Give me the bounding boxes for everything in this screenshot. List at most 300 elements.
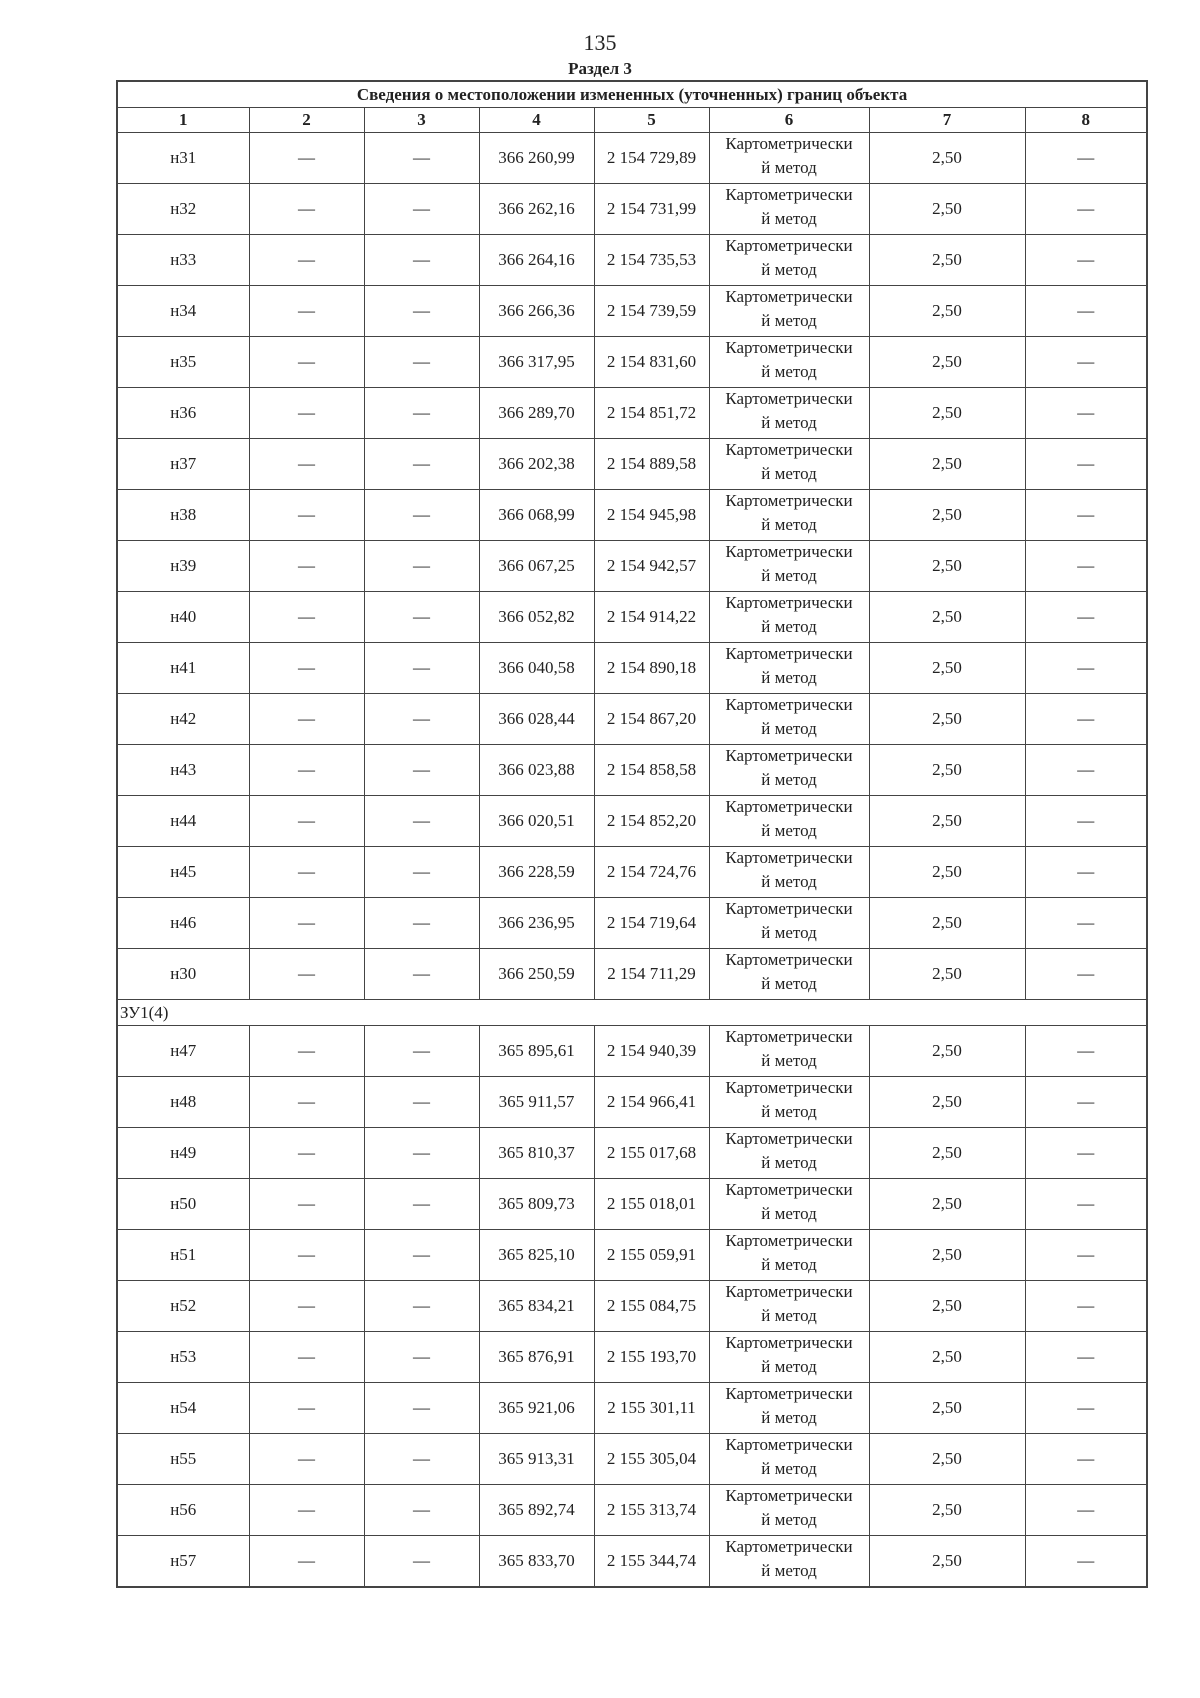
point-id-cell: н43 [117, 745, 249, 796]
column-header: 6 [709, 108, 869, 133]
table-row [117, 133, 1147, 184]
table-row [117, 949, 1147, 1000]
point-id-cell: н36 [117, 388, 249, 439]
method-text-line2: й метод [761, 1204, 817, 1223]
x-coordinate-cell: 365 913,31 [479, 1434, 594, 1485]
dash-cell: — [364, 1434, 479, 1485]
method-text-line2: й метод [761, 923, 817, 942]
method-text-line1: Картометрически [725, 1435, 853, 1454]
dash-cell: — [249, 133, 364, 184]
accuracy-cell: 2,50 [869, 796, 1025, 847]
table-row [117, 796, 1147, 847]
dash-cell: — [364, 439, 479, 490]
dash-cell: — [1025, 1332, 1147, 1383]
x-coordinate-cell: 366 289,70 [479, 388, 594, 439]
y-coordinate-cell: 2 154 852,20 [594, 796, 709, 847]
method-text-line2: й метод [761, 1561, 817, 1580]
y-coordinate-cell: 2 154 739,59 [594, 286, 709, 337]
method-text-line1: Картометрически [725, 746, 853, 765]
method-cell [709, 1128, 869, 1179]
column-header: 3 [364, 108, 479, 133]
x-coordinate-cell: 365 921,06 [479, 1383, 594, 1434]
x-coordinate-cell: 365 825,10 [479, 1230, 594, 1281]
point-id-cell: н48 [117, 1077, 249, 1128]
dash-cell: — [1025, 337, 1147, 388]
point-id-cell: н47 [117, 1026, 249, 1077]
dash-cell: — [1025, 388, 1147, 439]
method-text-line2: й метод [761, 209, 817, 228]
dash-cell: — [1025, 643, 1147, 694]
y-coordinate-cell: 2 155 344,74 [594, 1536, 709, 1588]
y-coordinate-cell: 2 154 914,22 [594, 592, 709, 643]
point-id-cell: н46 [117, 898, 249, 949]
dash-cell: — [1025, 439, 1147, 490]
dash-cell: — [249, 337, 364, 388]
method-text-line1: Картометрически [725, 644, 853, 663]
dash-cell: — [364, 1179, 479, 1230]
point-id-cell: н56 [117, 1485, 249, 1536]
method-cell [709, 1230, 869, 1281]
dash-cell: — [364, 1077, 479, 1128]
dash-cell: — [1025, 1485, 1147, 1536]
accuracy-cell: 2,50 [869, 898, 1025, 949]
accuracy-cell: 2,50 [869, 286, 1025, 337]
dash-cell: — [364, 643, 479, 694]
y-coordinate-cell: 2 154 711,29 [594, 949, 709, 1000]
table-row [117, 1026, 1147, 1077]
method-cell [709, 643, 869, 694]
method-text-line1: Картометрически [725, 287, 853, 306]
table-caption-row [117, 81, 1147, 108]
method-text-line1: Картометрически [725, 1282, 853, 1301]
point-id-cell: н44 [117, 796, 249, 847]
table-row [117, 694, 1147, 745]
method-cell [709, 949, 869, 1000]
group-label: ЗУ1(4) [117, 1000, 1147, 1026]
y-coordinate-cell: 2 154 889,58 [594, 439, 709, 490]
method-text-line1: Картометрически [725, 1180, 853, 1199]
table-row [117, 898, 1147, 949]
method-cell [709, 1485, 869, 1536]
y-coordinate-cell: 2 154 724,76 [594, 847, 709, 898]
point-id-cell: н33 [117, 235, 249, 286]
dash-cell: — [249, 1536, 364, 1588]
dash-cell: — [249, 949, 364, 1000]
accuracy-cell: 2,50 [869, 1281, 1025, 1332]
dash-cell: — [249, 490, 364, 541]
dash-cell: — [364, 745, 479, 796]
method-text-line2: й метод [761, 1051, 817, 1070]
accuracy-cell: 2,50 [869, 439, 1025, 490]
table-row [117, 337, 1147, 388]
point-id-cell: н52 [117, 1281, 249, 1332]
x-coordinate-cell: 366 317,95 [479, 337, 594, 388]
x-coordinate-cell: 366 260,99 [479, 133, 594, 184]
dash-cell: — [1025, 1536, 1147, 1588]
table-row [117, 847, 1147, 898]
accuracy-cell: 2,50 [869, 388, 1025, 439]
dash-cell: — [1025, 796, 1147, 847]
point-id-cell: н53 [117, 1332, 249, 1383]
method-cell [709, 1332, 869, 1383]
accuracy-cell: 2,50 [869, 1077, 1025, 1128]
dash-cell: — [249, 1434, 364, 1485]
dash-cell: — [364, 1128, 479, 1179]
y-coordinate-cell: 2 155 305,04 [594, 1434, 709, 1485]
point-id-cell: н50 [117, 1179, 249, 1230]
point-id-cell: н49 [117, 1128, 249, 1179]
x-coordinate-cell: 366 067,25 [479, 541, 594, 592]
dash-cell: — [249, 1383, 364, 1434]
method-text-line1: Картометрически [725, 899, 853, 918]
dash-cell: — [249, 1128, 364, 1179]
dash-cell: — [1025, 490, 1147, 541]
method-cell [709, 1383, 869, 1434]
method-text-line1: Картометрически [725, 1078, 853, 1097]
y-coordinate-cell: 2 155 018,01 [594, 1179, 709, 1230]
dash-cell: — [364, 541, 479, 592]
table-row [117, 1128, 1147, 1179]
y-coordinate-cell: 2 154 966,41 [594, 1077, 709, 1128]
column-header: 5 [594, 108, 709, 133]
point-id-cell: н54 [117, 1383, 249, 1434]
method-cell [709, 796, 869, 847]
table-row [117, 1332, 1147, 1383]
y-coordinate-cell: 2 155 193,70 [594, 1332, 709, 1383]
x-coordinate-cell: 365 892,74 [479, 1485, 594, 1536]
x-coordinate-cell: 365 833,70 [479, 1536, 594, 1588]
accuracy-cell: 2,50 [869, 745, 1025, 796]
method-cell [709, 337, 869, 388]
dash-cell: — [364, 592, 479, 643]
method-cell [709, 1281, 869, 1332]
method-cell [709, 1077, 869, 1128]
method-cell [709, 286, 869, 337]
point-id-cell: н57 [117, 1536, 249, 1588]
method-text-line2: й метод [761, 1102, 817, 1121]
method-cell [709, 1434, 869, 1485]
dash-cell: — [364, 847, 479, 898]
y-coordinate-cell: 2 154 719,64 [594, 898, 709, 949]
accuracy-cell: 2,50 [869, 1332, 1025, 1383]
dash-cell: — [249, 439, 364, 490]
point-id-cell: н42 [117, 694, 249, 745]
point-id-cell: н35 [117, 337, 249, 388]
dash-cell: — [1025, 898, 1147, 949]
table-row [117, 1179, 1147, 1230]
dash-cell: — [1025, 847, 1147, 898]
accuracy-cell: 2,50 [869, 1179, 1025, 1230]
method-text-line2: й метод [761, 413, 817, 432]
dash-cell: — [1025, 184, 1147, 235]
method-text-line2: й метод [761, 1153, 817, 1172]
point-id-cell: н32 [117, 184, 249, 235]
method-cell [709, 745, 869, 796]
dash-cell: — [1025, 1230, 1147, 1281]
method-text-line1: Картометрически [725, 185, 853, 204]
dash-cell: — [364, 133, 479, 184]
method-cell [709, 541, 869, 592]
method-text-line2: й метод [761, 1459, 817, 1478]
table-row [117, 1077, 1147, 1128]
method-text-line1: Картометрически [725, 1027, 853, 1046]
table-row [117, 541, 1147, 592]
method-text-line2: й метод [761, 821, 817, 840]
accuracy-cell: 2,50 [869, 1536, 1025, 1588]
method-cell [709, 439, 869, 490]
dash-cell: — [249, 1281, 364, 1332]
method-cell [709, 235, 869, 286]
method-text-line2: й метод [761, 1255, 817, 1274]
method-text-line2: й метод [761, 1408, 817, 1427]
table-row [117, 1434, 1147, 1485]
dash-cell: — [249, 1179, 364, 1230]
y-coordinate-cell: 2 155 084,75 [594, 1281, 709, 1332]
boundary-coordinates-table [116, 80, 1148, 1588]
accuracy-cell: 2,50 [869, 133, 1025, 184]
method-text-line2: й метод [761, 362, 817, 381]
column-header: 4 [479, 108, 594, 133]
y-coordinate-cell: 2 154 942,57 [594, 541, 709, 592]
x-coordinate-cell: 366 202,38 [479, 439, 594, 490]
table-row [117, 1485, 1147, 1536]
x-coordinate-cell: 365 834,21 [479, 1281, 594, 1332]
method-cell [709, 490, 869, 541]
x-coordinate-cell: 365 876,91 [479, 1332, 594, 1383]
dash-cell: — [249, 388, 364, 439]
point-id-cell: н37 [117, 439, 249, 490]
dash-cell: — [1025, 541, 1147, 592]
method-text-line1: Картометрически [725, 1333, 853, 1352]
dash-cell: — [249, 1485, 364, 1536]
dash-cell: — [1025, 1128, 1147, 1179]
method-cell [709, 1026, 869, 1077]
dash-cell: — [364, 1383, 479, 1434]
point-id-cell: н38 [117, 490, 249, 541]
x-coordinate-cell: 366 250,59 [479, 949, 594, 1000]
dash-cell: — [1025, 1434, 1147, 1485]
point-id-cell: н31 [117, 133, 249, 184]
table-row [117, 643, 1147, 694]
y-coordinate-cell: 2 155 059,91 [594, 1230, 709, 1281]
method-text-line2: й метод [761, 464, 817, 483]
dash-cell: — [364, 235, 479, 286]
dash-cell: — [1025, 694, 1147, 745]
dash-cell: — [249, 847, 364, 898]
method-text-line1: Картометрически [725, 1537, 853, 1556]
method-text-line2: й метод [761, 668, 817, 687]
dash-cell: — [364, 1281, 479, 1332]
method-text-line1: Картометрически [725, 1231, 853, 1250]
point-id-cell: н34 [117, 286, 249, 337]
dash-cell: — [249, 796, 364, 847]
x-coordinate-cell: 366 028,44 [479, 694, 594, 745]
dash-cell: — [249, 694, 364, 745]
method-cell [709, 1179, 869, 1230]
x-coordinate-cell: 366 228,59 [479, 847, 594, 898]
column-header: 2 [249, 108, 364, 133]
x-coordinate-cell: 366 266,36 [479, 286, 594, 337]
dash-cell: — [364, 388, 479, 439]
dash-cell: — [364, 1485, 479, 1536]
section-title: Раздел 3 [568, 59, 632, 78]
boundary-table-container [116, 80, 1146, 1588]
table-row [117, 184, 1147, 235]
table-row [117, 1281, 1147, 1332]
accuracy-cell: 2,50 [869, 1230, 1025, 1281]
y-coordinate-cell: 2 154 729,89 [594, 133, 709, 184]
dash-cell: — [364, 898, 479, 949]
method-text-line1: Картометрически [725, 338, 853, 357]
method-text-line2: й метод [761, 158, 817, 177]
dash-cell: — [1025, 235, 1147, 286]
method-text-line1: Картометрически [725, 1384, 853, 1403]
dash-cell: — [249, 592, 364, 643]
method-cell [709, 133, 869, 184]
y-coordinate-cell: 2 154 731,99 [594, 184, 709, 235]
method-cell [709, 1536, 869, 1588]
method-cell [709, 184, 869, 235]
method-text-line1: Картометрически [725, 848, 853, 867]
page-number: 135 [583, 30, 617, 55]
x-coordinate-cell: 366 020,51 [479, 796, 594, 847]
table-row [117, 490, 1147, 541]
dash-cell: — [249, 286, 364, 337]
dash-cell: — [249, 541, 364, 592]
dash-cell: — [1025, 1281, 1147, 1332]
dash-cell: — [364, 694, 479, 745]
dash-cell: — [1025, 949, 1147, 1000]
table-row [117, 388, 1147, 439]
y-coordinate-cell: 2 155 301,11 [594, 1383, 709, 1434]
y-coordinate-cell: 2 155 017,68 [594, 1128, 709, 1179]
x-coordinate-cell: 366 264,16 [479, 235, 594, 286]
point-id-cell: н30 [117, 949, 249, 1000]
method-text-line2: й метод [761, 311, 817, 330]
accuracy-cell: 2,50 [869, 1383, 1025, 1434]
accuracy-cell: 2,50 [869, 643, 1025, 694]
dash-cell: — [364, 337, 479, 388]
table-row [117, 235, 1147, 286]
table-row [117, 439, 1147, 490]
table-row [117, 1536, 1147, 1588]
x-coordinate-cell: 366 040,58 [479, 643, 594, 694]
y-coordinate-cell: 2 154 867,20 [594, 694, 709, 745]
dash-cell: — [249, 898, 364, 949]
y-coordinate-cell: 2 154 831,60 [594, 337, 709, 388]
x-coordinate-cell: 365 810,37 [479, 1128, 594, 1179]
method-cell [709, 388, 869, 439]
column-header: 8 [1025, 108, 1147, 133]
y-coordinate-cell: 2 154 945,98 [594, 490, 709, 541]
dash-cell: — [249, 643, 364, 694]
x-coordinate-cell: 366 262,16 [479, 184, 594, 235]
method-text-line1: Картометрически [725, 797, 853, 816]
dash-cell: — [249, 745, 364, 796]
y-coordinate-cell: 2 154 940,39 [594, 1026, 709, 1077]
table-row [117, 592, 1147, 643]
group-label-row [117, 1000, 1147, 1026]
x-coordinate-cell: 366 236,95 [479, 898, 594, 949]
x-coordinate-cell: 366 052,82 [479, 592, 594, 643]
dash-cell: — [364, 184, 479, 235]
dash-cell: — [1025, 592, 1147, 643]
dash-cell: — [364, 1230, 479, 1281]
accuracy-cell: 2,50 [869, 541, 1025, 592]
method-text-line1: Картометрически [725, 236, 853, 255]
method-text-line2: й метод [761, 1306, 817, 1325]
dash-cell: — [249, 235, 364, 286]
dash-cell: — [249, 184, 364, 235]
point-id-cell: н55 [117, 1434, 249, 1485]
point-id-cell: н41 [117, 643, 249, 694]
method-cell [709, 898, 869, 949]
dash-cell: — [249, 1077, 364, 1128]
y-coordinate-cell: 2 155 313,74 [594, 1485, 709, 1536]
dash-cell: — [249, 1332, 364, 1383]
dash-cell: — [364, 949, 479, 1000]
accuracy-cell: 2,50 [869, 337, 1025, 388]
method-text-line1: Картометрически [725, 1129, 853, 1148]
method-text-line1: Картометрически [725, 593, 853, 612]
column-header: 1 [117, 108, 249, 133]
method-text-line2: й метод [761, 260, 817, 279]
dash-cell: — [1025, 1179, 1147, 1230]
dash-cell: — [364, 796, 479, 847]
method-text-line1: Картометрически [725, 950, 853, 969]
method-text-line2: й метод [761, 1357, 817, 1376]
accuracy-cell: 2,50 [869, 1485, 1025, 1536]
table-row [117, 1230, 1147, 1281]
x-coordinate-cell: 366 023,88 [479, 745, 594, 796]
method-text-line1: Картометрически [725, 440, 853, 459]
method-text-line2: й метод [761, 566, 817, 585]
accuracy-cell: 2,50 [869, 490, 1025, 541]
method-text-line2: й метод [761, 515, 817, 534]
dash-cell: — [1025, 1383, 1147, 1434]
accuracy-cell: 2,50 [869, 1128, 1025, 1179]
method-text-line1: Картометрически [725, 1486, 853, 1505]
method-text-line1: Картометрически [725, 389, 853, 408]
x-coordinate-cell: 365 895,61 [479, 1026, 594, 1077]
table-row [117, 1383, 1147, 1434]
method-text-line2: й метод [761, 974, 817, 993]
x-coordinate-cell: 365 911,57 [479, 1077, 594, 1128]
accuracy-cell: 2,50 [869, 184, 1025, 235]
y-coordinate-cell: 2 154 858,58 [594, 745, 709, 796]
column-header-row [117, 108, 1147, 133]
dash-cell: — [364, 1332, 479, 1383]
accuracy-cell: 2,50 [869, 1434, 1025, 1485]
method-text-line1: Картометрически [725, 695, 853, 714]
method-text-line2: й метод [761, 617, 817, 636]
point-id-cell: н51 [117, 1230, 249, 1281]
accuracy-cell: 2,50 [869, 949, 1025, 1000]
x-coordinate-cell: 365 809,73 [479, 1179, 594, 1230]
table-caption: Сведения о местоположении измененных (уточненных) границ объекта [117, 81, 1147, 108]
y-coordinate-cell: 2 154 890,18 [594, 643, 709, 694]
accuracy-cell: 2,50 [869, 592, 1025, 643]
point-id-cell: н45 [117, 847, 249, 898]
dash-cell: — [249, 1026, 364, 1077]
y-coordinate-cell: 2 154 851,72 [594, 388, 709, 439]
dash-cell: — [364, 286, 479, 337]
method-cell [709, 847, 869, 898]
accuracy-cell: 2,50 [869, 847, 1025, 898]
dash-cell: — [249, 1230, 364, 1281]
column-header: 7 [869, 108, 1025, 133]
dash-cell: — [1025, 1026, 1147, 1077]
